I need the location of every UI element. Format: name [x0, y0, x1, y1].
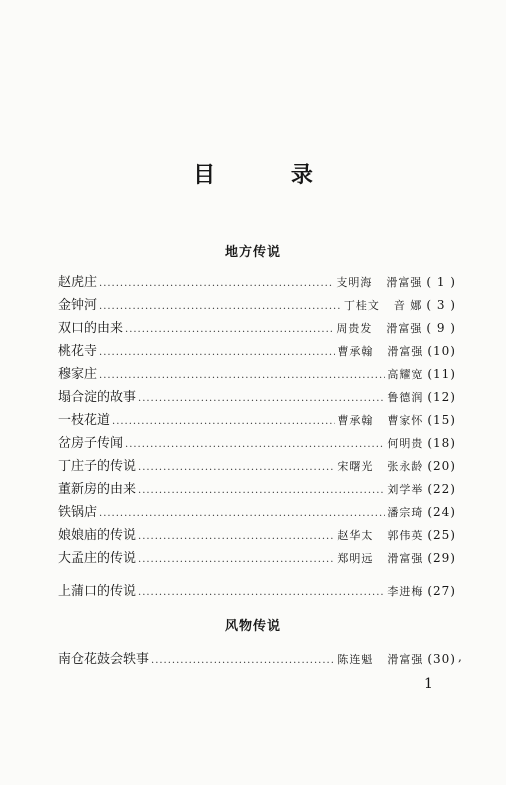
dot-leader: [125, 439, 385, 450]
entry-page: (15): [427, 413, 456, 427]
entry-author: 李进梅: [387, 585, 424, 598]
entry-title: 塌合淀的故事: [58, 390, 137, 405]
entry-page: (29): [427, 551, 456, 565]
toc-entry: [58, 363, 456, 383]
entry-page: (25): [427, 528, 456, 542]
dot-leader: [138, 554, 335, 565]
entry-author: 滑富强: [387, 552, 424, 565]
entry-authors: [337, 527, 423, 543]
entry-title: 董新房的由来: [58, 482, 137, 497]
toc-entry: [58, 455, 456, 475]
entry-authors: [344, 297, 423, 313]
toc-entry: [58, 432, 456, 452]
toc-entry: [58, 409, 456, 429]
entry-title: 双口的由来: [58, 321, 124, 336]
entry-author: 曹承翰: [337, 345, 374, 358]
dot-leader: [151, 655, 335, 666]
entry-page: (11): [427, 367, 456, 381]
entry-author: 高耀宽: [387, 368, 424, 381]
entry-author: 曹家怀: [387, 414, 424, 427]
entry-page: (12): [427, 390, 456, 404]
dot-leader: [112, 416, 335, 427]
toc-entry: [58, 547, 456, 567]
entry-page: (24): [427, 505, 456, 519]
entry-title: 大孟庄的传说: [58, 551, 137, 566]
stray-mark: ,: [458, 650, 462, 664]
entry-title: 桃花寺: [58, 344, 98, 359]
dot-leader: [125, 324, 334, 335]
dot-leader: [99, 347, 335, 358]
entry-title: 铁锅店: [58, 505, 98, 520]
entry-author: 张永龄: [387, 460, 424, 473]
entry-author: 郑明远: [337, 552, 374, 565]
entry-authors: [336, 320, 422, 336]
entry-authors: [337, 458, 423, 474]
toc-entry: [58, 524, 456, 544]
dot-leader: [138, 462, 335, 473]
dot-leader: [138, 531, 335, 542]
entry-author: 音 娜: [393, 299, 423, 312]
entry-title: 岔房子传闻: [58, 436, 124, 451]
entry-author: 宋曙光: [337, 460, 374, 473]
entry-author: 赵华太: [337, 529, 374, 542]
entry-authors: [337, 651, 423, 667]
entry-authors: [387, 389, 423, 405]
entry-title: 一枝花道: [58, 413, 111, 428]
entry-author: 刘学举: [387, 483, 424, 496]
entry-author: 潘宗琦: [387, 506, 424, 519]
dot-leader: [138, 587, 385, 598]
entry-page: (27): [427, 584, 456, 598]
entry-title: 金钟河: [58, 298, 98, 313]
entry-title: 丁庄子的传说: [58, 459, 137, 474]
entry-author: 鲁德润: [387, 391, 424, 404]
entry-author: 滑富强: [387, 345, 424, 358]
entry-author: 陈连魁: [337, 653, 374, 666]
entry-author: 郭伟英: [387, 529, 424, 542]
dot-leader: [138, 393, 385, 404]
entry-authors: [337, 343, 423, 359]
toc-entry: [58, 648, 456, 668]
entry-title: 穆家庄: [58, 367, 98, 382]
entry-author: 曹承翰: [337, 414, 374, 427]
entry-authors: [336, 274, 422, 290]
entry-authors: [387, 504, 423, 520]
entry-author: 丁桂文: [343, 299, 380, 312]
entry-title: 娘娘庙的传说: [58, 528, 137, 543]
toc-title: 目 录: [193, 162, 347, 188]
entry-author: 周贵发: [336, 322, 373, 335]
entry-author: 滑富强: [386, 322, 423, 335]
dot-leader: [138, 485, 385, 496]
toc-entry: [58, 317, 456, 337]
entry-authors: [387, 366, 423, 382]
page-number: 1: [424, 676, 433, 692]
entry-authors: [337, 550, 423, 566]
entry-page: (18): [427, 436, 456, 450]
toc-entry: [58, 271, 456, 291]
entry-author: 何明贵: [387, 437, 424, 450]
entry-page: ( 3 ): [426, 298, 456, 312]
entry-page: (10): [427, 344, 456, 358]
entry-title: 赵虎庄: [58, 275, 98, 290]
toc-entry: [58, 340, 456, 360]
toc-entry: [58, 478, 456, 498]
dot-leader: [99, 278, 334, 289]
entry-title: 上蒲口的传说: [58, 584, 137, 599]
entry-page: (20): [427, 459, 456, 473]
toc-entry: [58, 501, 456, 521]
section-heading: 地方传说: [224, 245, 281, 260]
entry-authors: [387, 435, 423, 451]
toc-entry: [58, 294, 456, 314]
entry-authors: [337, 412, 423, 428]
dot-leader: [99, 508, 385, 519]
toc-entry: [58, 386, 456, 406]
entry-page: (30): [427, 652, 456, 666]
dot-leader: [99, 301, 342, 312]
entry-title: 南仓花鼓会轶事: [58, 652, 150, 667]
toc-entry: [58, 580, 456, 600]
entry-author: 滑富强: [386, 276, 423, 289]
entry-authors: [387, 481, 423, 497]
entry-author: 支明海: [336, 276, 373, 289]
entry-author: 滑富强: [387, 653, 424, 666]
entry-page: ( 1 ): [426, 275, 456, 289]
entry-page: ( 9 ): [426, 321, 456, 335]
entry-page: (22): [427, 482, 456, 496]
dot-leader: [99, 370, 385, 381]
section-heading: 风物传说: [224, 619, 281, 634]
entry-authors: [387, 583, 423, 599]
